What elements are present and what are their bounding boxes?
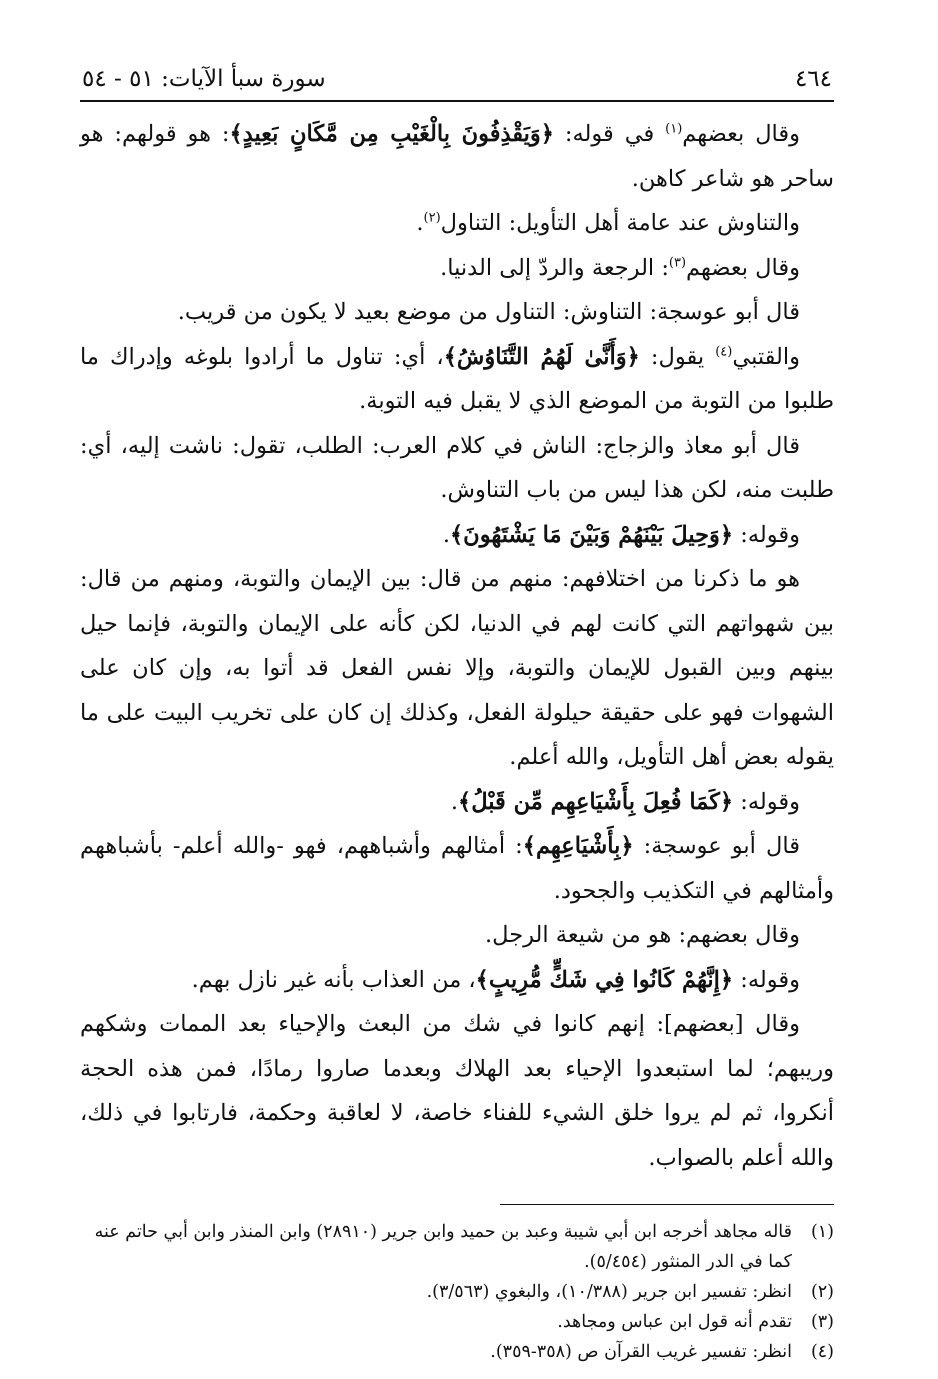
text-run: ، أي: تناول ما أرادوا بلوغه وإدراك ما طلبوا من التوبة من الموضع الذي لا يقبل فيه التوبة.: [80, 343, 834, 414]
footnote-number: (١): [810, 1222, 834, 1242]
text-run: هو ما ذكرنا من اختلافهم: منهم من قال: بين الإيمان والتوبة، ومنهم من قال: بين شهواتهم التي كانت لهم في الدنيا، لكن كأنه على الإيمان والتوبة، فإنما حيل بينهم وبين القبول للإيمان والتوبة، وإلا نفس الفعل قد أتوا به، وإن كان على الشهوات فهو على حقيقة حيلولة الفعل، وكذلك إن كان على تخريب البيت على ما يقوله بعض أهل التأويل، والله أعلم.: [80, 566, 834, 770]
page-number: ٤٦٤: [794, 66, 832, 92]
footnote-ref: (٢): [423, 210, 441, 226]
text-run: والقتبي: [732, 343, 801, 370]
header-rule: [80, 100, 834, 102]
footnote-number: (٢): [810, 1282, 834, 1302]
text-run: : أمثالهم وأشباههم، فهو -والله أعلم- بأشباههم وأمثالهم في التكذيب والجحود.: [80, 833, 834, 904]
paragraph: [80, 246, 834, 291]
paragraph: [80, 824, 834, 913]
paragraph: [80, 913, 834, 958]
paragraph: [80, 424, 834, 513]
quran-verse: ﴿إِنَّهُمْ كَانُوا فِي شَكٍّ مُّرِيبٍ﴾: [475, 966, 734, 993]
footnote-separator: [500, 1204, 834, 1205]
text-run: والتناوش عند عامة أهل التأويل: التناول: [440, 210, 800, 236]
text-run: وقال بعضهم: [682, 121, 801, 147]
paragraph: [80, 335, 834, 424]
footnote: [80, 1217, 834, 1277]
text-run: ، من العذاب بأنه غير نازل بهم.: [191, 966, 476, 993]
quran-verse: ﴿وَيَقْذِفُونَ بِالْغَيْبِ مِن مَّكَانٍ بَعِيدٍ﴾: [229, 121, 554, 147]
paragraph: [80, 958, 834, 1003]
footnote: [80, 1277, 834, 1307]
running-title: سورة سبأ الآيات: ٥١ - ٥٤: [82, 66, 326, 92]
text-run: وقال بعضهم: [686, 254, 800, 281]
page-header: [80, 62, 834, 100]
quran-verse: ﴿كَمَا فُعِلَ بِأَشْيَاعِهِم مِّن قَبْلُ﴾: [458, 788, 734, 815]
paragraph: [80, 1002, 834, 1180]
footnote-text: انظر: تفسير ابن جرير (١٠/٣٨٨)، والبغوي (٣/٥٦٣).: [426, 1282, 792, 1302]
quran-verse: ﴿وَأَنَّىٰ لَهُمُ التَّنَاوُشُ﴾: [443, 343, 640, 370]
quran-verse: ﴿بِأَشْيَاعِهِم﴾: [522, 833, 634, 859]
footnote-number: (٤): [810, 1342, 834, 1362]
text-run: قال أبو عوسجة: التناوش: التناول من موضع بعيد لا يكون من قريب.: [177, 299, 800, 325]
text-run: .: [450, 788, 459, 815]
paragraph: [80, 557, 834, 780]
footnotes: [80, 1217, 834, 1367]
text-run: يقول:: [639, 343, 716, 370]
paragraph: [80, 201, 834, 246]
text-run: وقال بعضهم: هو من شيعة الرجل.: [485, 922, 800, 948]
quran-verse: ﴿وَحِيلَ بَيْنَهُمْ وَبَيْنَ مَا يَشْتَهُونَ﴾: [450, 521, 734, 548]
paragraph: [80, 780, 834, 825]
text-run: .: [416, 210, 424, 236]
footnote-text: قاله مجاهد أخرجه ابن أبي شيبة وعبد بن حميد وابن جرير (٢٨٩١٠) وابن المنذر وابن أبي حاتم عنه كما في الدر المنثور (٥/٤٥٤).: [94, 1222, 792, 1272]
main-text: [80, 112, 834, 1180]
footnote-number: (٣): [810, 1312, 834, 1332]
footnote-text: تقدم أنه قول ابن عباس ومجاهد.: [557, 1312, 792, 1332]
footnote: [80, 1307, 834, 1337]
paragraph: [80, 290, 834, 335]
footnote-text: انظر: تفسير غريب القرآن ص (٣٥٨-٣٥٩).: [490, 1342, 792, 1362]
text-run: وقال [بعضهم]: إنهم كانوا في شك من البعث والإحياء بعد الممات وشكهم وريبهم؛ لما استبعدوا الإحياء بعد الهلاك وبعدما صاروا رمادًا، فمن هذه الحجة أنكروا، ثم لم يروا خلق الشيء للفناء خاصة، لا لعاقبة وحكمة، فارتابوا في ذلك، والله أعلم بالصواب.: [80, 1011, 834, 1171]
text-run: : هو قولهم: هو ساحر هو شاعر كاهن.: [80, 121, 834, 192]
text-run: وقوله:: [733, 788, 800, 815]
text-run: : الرجعة والردّ إلى الدنيا.: [440, 254, 669, 281]
text-run: قال أبو عوسجة:: [633, 833, 800, 859]
paragraph: [80, 112, 834, 201]
footnote-ref: (٤): [715, 344, 733, 359]
footnote-ref: (١): [665, 121, 683, 137]
footnote: [80, 1337, 834, 1367]
text-run: في قوله:: [553, 121, 666, 147]
text-run: وقوله:: [733, 966, 800, 993]
paragraph: [80, 513, 834, 558]
footnote-ref: (٣): [668, 255, 687, 270]
text-run: وقوله:: [733, 521, 800, 548]
text-run: .: [442, 521, 450, 548]
text-run: قال أبو معاذ والزجاج: الناش في كلام العرب: الطلب، تقول: ناشت إليه، أي: طلبت منه، لكن هذا ليس من باب التناوش.: [80, 432, 834, 503]
